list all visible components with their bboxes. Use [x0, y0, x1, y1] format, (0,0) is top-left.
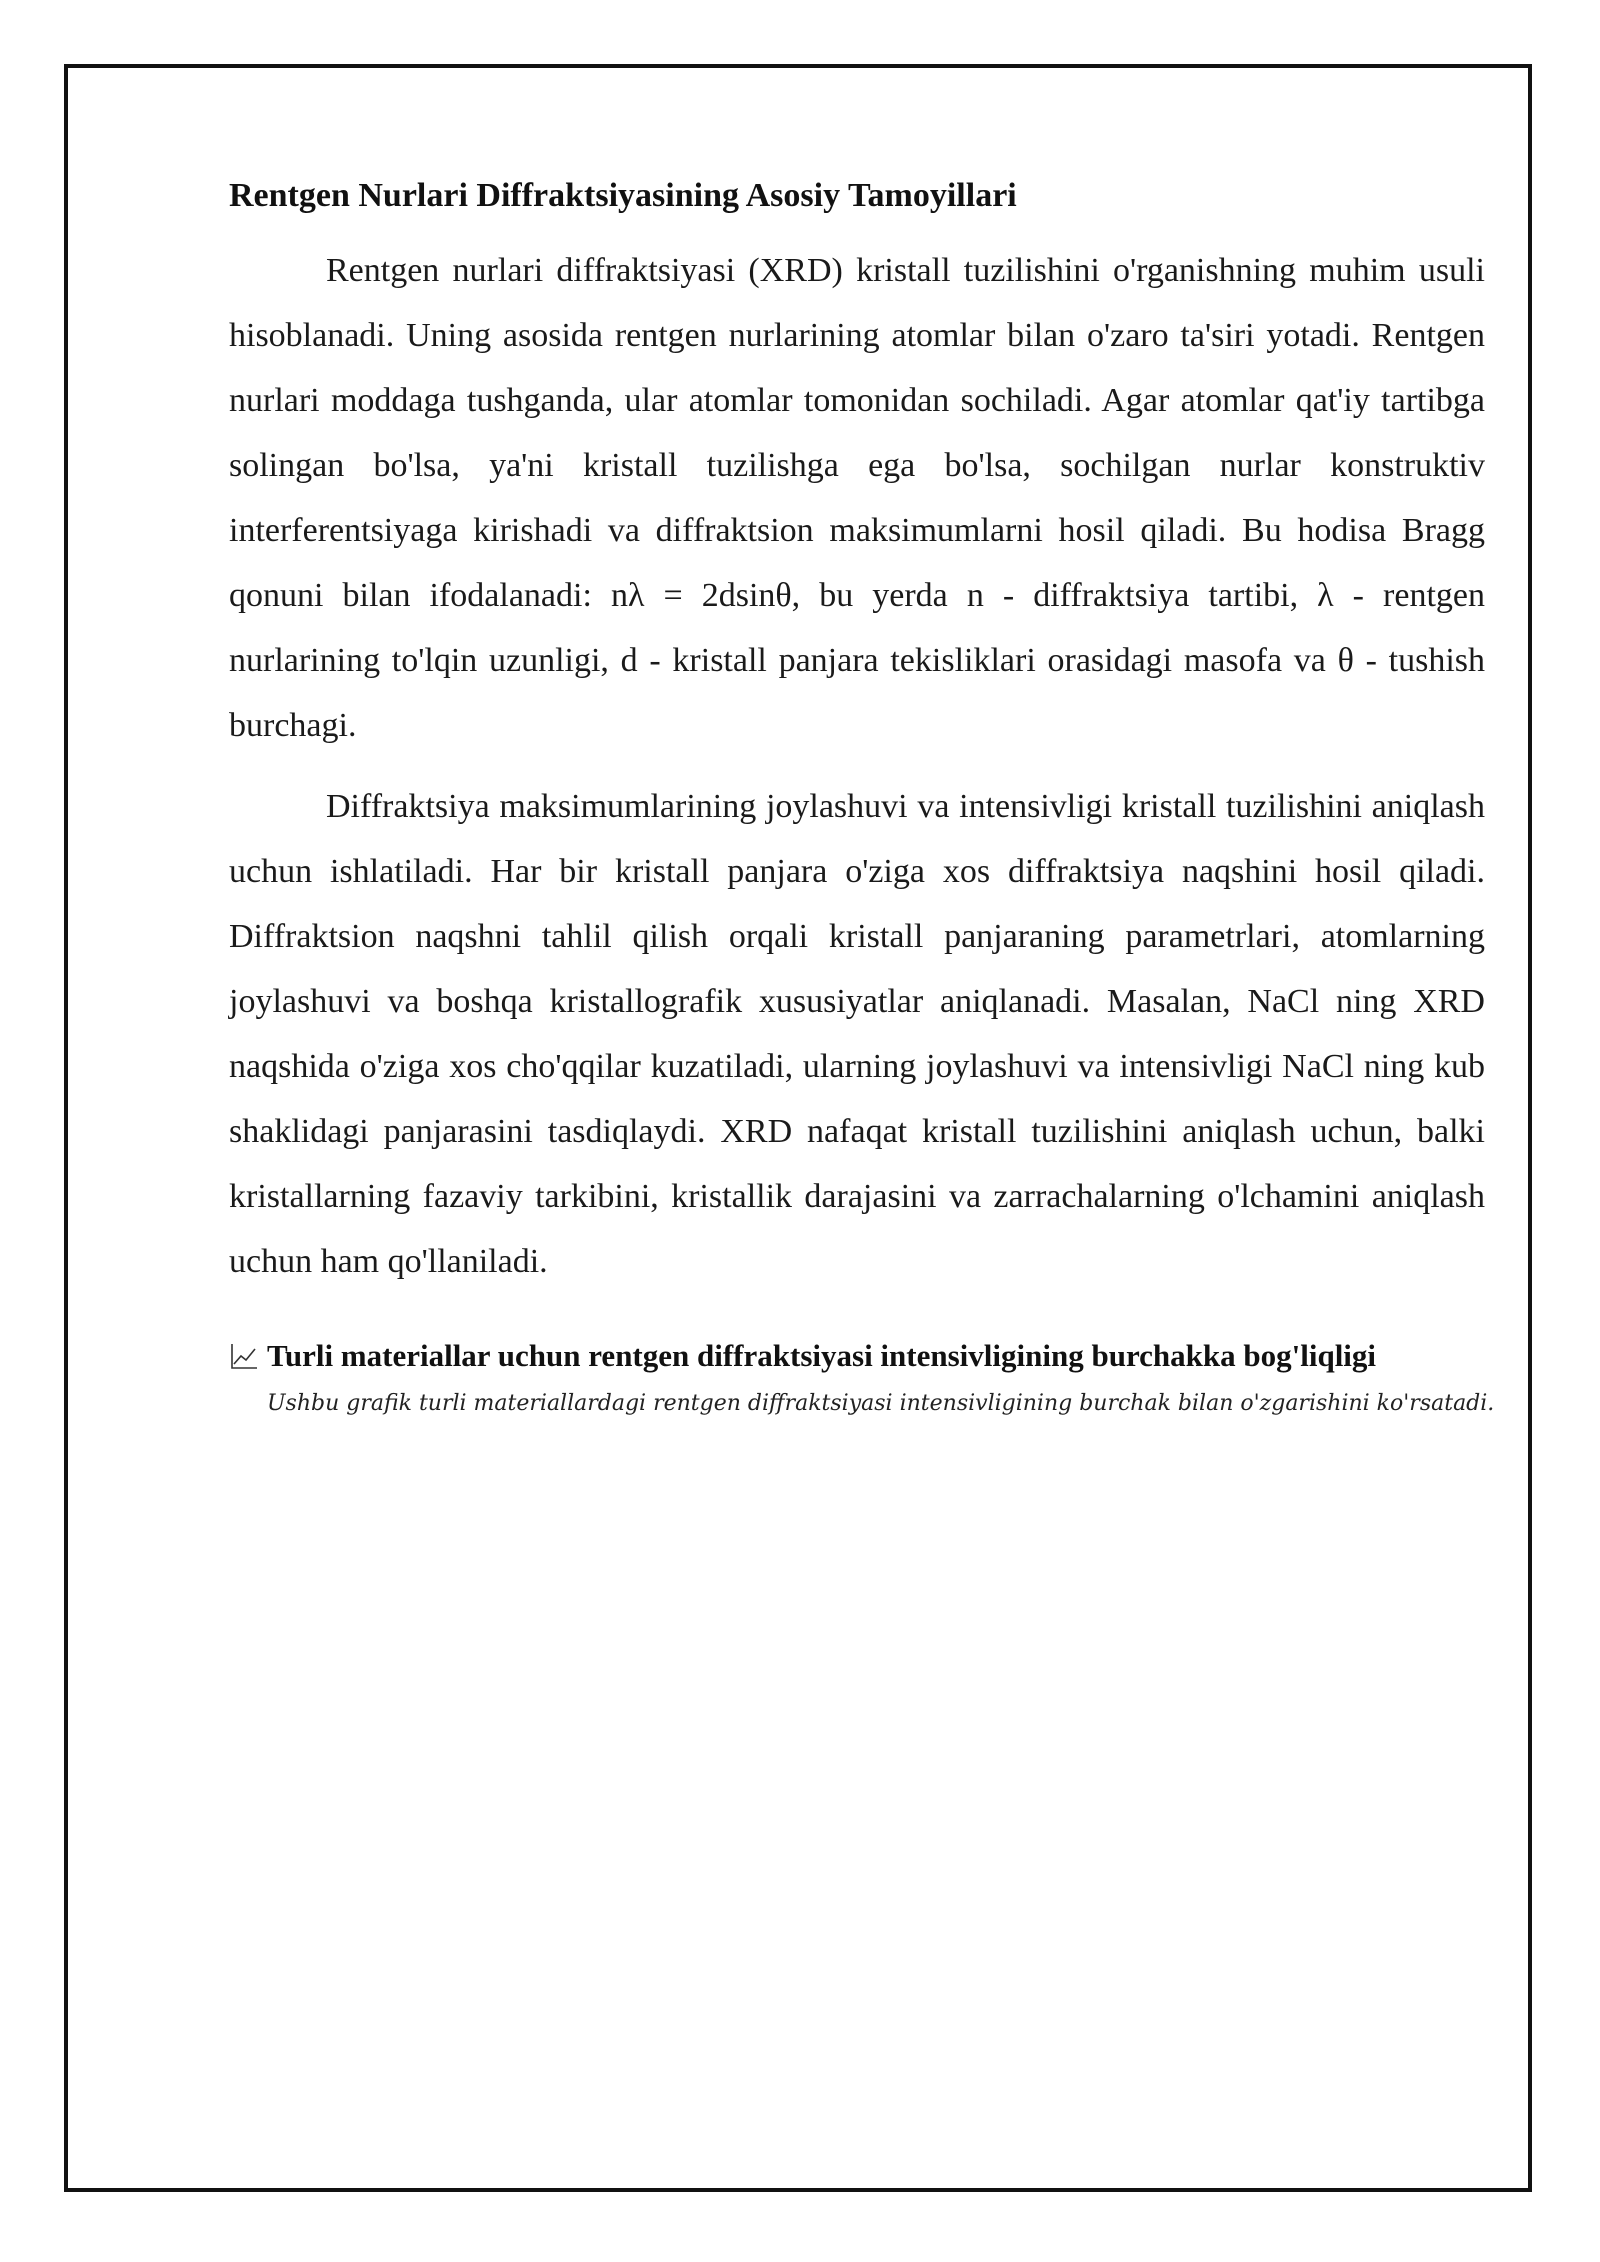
figure-heading [229, 1334, 1485, 1378]
document-title: Rentgen Nurlari Diffraktsiyasining Asosiy Tamoyillari [229, 177, 1017, 214]
document-body [229, 172, 1495, 1420]
figure-caption: Ushbu grafik turli materiallardagi rentgen diffraktsiyasi intensivligining burchak bilan o'zgarishini ko'rsatadi. [267, 1391, 1495, 1416]
paragraph-bragg-law: Rentgen nurlari diffraktsiyasi (XRD) kristall tuzilishini o'rganishning muhim usuli hisoblanadi. Uning asosida rentgen nurlarining atomlar bilan o'zaro ta'siri yotadi. Rentgen nurlari moddaga tushganda, ular atomlar tomonidan sochiladi. Agar atomlar qat'iy tartibga solingan bo'lsa, ya'ni kristall tuzilishga ega bo'lsa, sochilgan nurlar konstruktiv interferentsiyaga kirishadi va diffraktsion maksimumlarni hosil qiladi. Bu hodisa Bragg qonuni bilan ifodalanadi: nλ = 2dsinθ, bu yerda n - diffraktsiya tartibi, λ - rentgen nurlarining to'lqin uzunligi, d - kristall panjara tekisliklari orasidagi masofa va θ - tushish burchagi. [229, 252, 1485, 744]
chart-line-icon [229, 1341, 259, 1371]
paragraph-diffraction-analysis: Diffraktsiya maksimumlarining joylashuvi va intensivligi kristall tuzilishini aniqlash uchun ishlatiladi. Har bir kristall panjara o'ziga xos diffraktsiya naqshini hosil qiladi. Diffraktsion naqshni tahlil qilish orqali kristall panjaraning parametrlari, atomlarning joylashuvi va boshqa kristallografik xususiyatlar aniqlanadi. Masalan, NaCl ning XRD naqshida o'ziga xos cho'qqilar kuzatiladi, ularning joylashuvi va intensivligi NaCl ning kub shaklidagi panjarasini tasdiqlaydi. XRD nafaqat kristall tuzilishini aniqlash uchun, balki kristallarning fazaviy tarkibini, kristallik darajasini va zarrachalarning o'lchamini aniqlash uchun ham qo'llaniladi. [229, 788, 1485, 1280]
figure-heading-text: Turli materiallar uchun rentgen diffraktsiyasi intensivligining burchakka bog'liqligi [267, 1338, 1377, 1373]
